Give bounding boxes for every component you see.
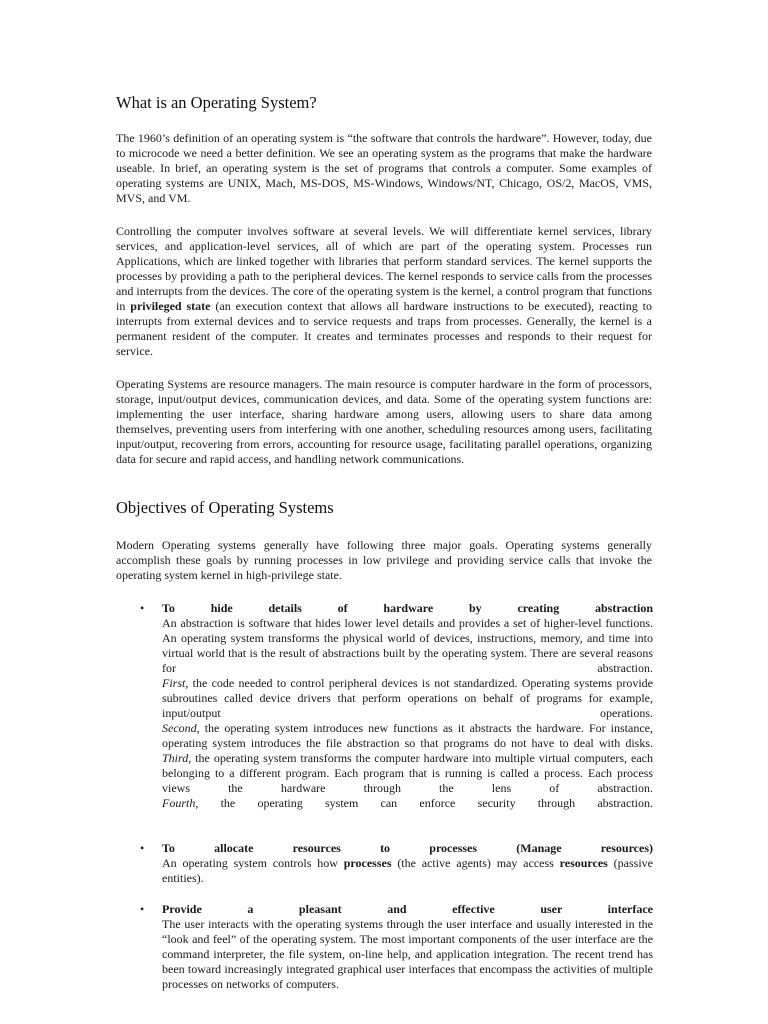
bullet-allocate-resources	[140, 841, 653, 886]
bullet-dot: •	[140, 601, 145, 615]
third-label: Third	[162, 751, 189, 765]
second-text: , the operating system introduces new functions as it abstracts the hardware. For instance, operating system introduces the file abstraction so that programs do not have to deal with disks.	[162, 721, 653, 750]
bullet-heading-abstraction: To hide details of hardware by creating abstraction	[162, 601, 653, 615]
privileged-state-term: privileged state	[130, 299, 211, 313]
fourth-label: Fourth	[162, 796, 196, 810]
bullet-user-interface	[140, 902, 653, 992]
bullet-text-ui: The user interacts with the operating systems through the user interface and usually interested in the “look and feel” of the operating system. The most important components of the user interface are the command interpreter, the file system, on-line help, and application integration. The recent trend has been toward increasingly integrated graphical user interfaces that encompass the activities of multiple processes on networks of computers.	[162, 917, 653, 991]
first-label: First	[162, 676, 186, 690]
third-text: , the operating system transforms the computer hardware into multiple virtual computers, each belonging to a different program. Each program that is running is called a process. Each process views the hardware through the lens of abstraction.	[162, 751, 653, 795]
paragraph-kernel	[116, 224, 652, 359]
bullet-hide-hardware	[140, 601, 653, 811]
bullet-text-first	[162, 676, 653, 721]
second-label: Second	[162, 721, 197, 735]
processes-term: processes	[343, 856, 392, 870]
resources-text-1: An operating system controls how	[162, 856, 344, 870]
section-title-what-is-os: What is an Operating System?	[116, 93, 317, 112]
bullet-text-resources	[162, 856, 653, 886]
bullet-text-third	[162, 751, 653, 796]
first-text: , the code needed to control peripheral devices is not standardized. Operating systems provide subroutines called device drivers that perform operations on behalf of programs for example, input/output operations.	[162, 676, 653, 720]
resources-text-3: (passive entities).	[162, 856, 653, 885]
bullet-text-second	[162, 721, 653, 751]
bullet-dot: •	[140, 841, 145, 855]
resources-text-2: (the active agents) may access	[391, 856, 560, 870]
bullet-text-fourth	[162, 796, 653, 811]
paragraph-resource-managers: Operating Systems are resource managers. The main resource is computer hardware in the form of processors, storage, input/output devices, communication devices, and data. Some of the operating system functions are: implementing the user interface, sharing hardware among users, allowing users to share data among themselves, preventing users from interfering with one another, scheduling resources among users, facilitating input/output, recovering from errors, accounting for resource usage, facilitating parallel operations, organizing data for secure and rapid access, and handling network communications.	[116, 377, 652, 466]
paragraph-kernel-part-a: Controlling the computer involves software at several levels. We will differentiate kernel services, library services, and application-level services, all of which are part of the operating system. Processes run Applications, which are linked together with libraries that perform standard services. The kernel supports the processes by providing a path to the peripheral devices. The kernel responds to service calls from the processes and interrupts from the devices. The core of the operating system is the kernel, a control program that functions in	[116, 224, 652, 313]
bullet-text-abstraction: An abstraction is software that hides lower level details and provides a set of higher-level functions. An operating system transforms the physical world of devices, instructions, memory, and time into virtual world that is the result of abstractions built by the operating system. There are several reasons for abstraction.	[162, 616, 653, 675]
bullet-heading-ui: Provide a pleasant and effective user interface	[162, 902, 653, 916]
fourth-text: , the operating system can enforce security through abstraction.	[195, 796, 653, 810]
paragraph-objectives-intro: Modern Operating systems generally have following three major goals. Operating systems generally accomplish these goals by running processes in low privilege and providing service calls that invoke the operating system kernel in high-privilege state.	[116, 538, 652, 582]
paragraph-definition: The 1960’s definition of an operating system is “the software that controls the hardware”. However, today, due to microcode we need a better definition. We see an operating system as the programs that make the hardware useable. In brief, an operating system is the set of programs that controls a computer. Some examples of operating systems are UNIX, Mach, MS-DOS, MS-Windows, Windows/NT, Chicago, OS/2, MacOS, VMS, MVS, and VM.	[116, 131, 652, 205]
bullet-heading-resources: To allocate resources to processes (Manage resources)	[162, 841, 653, 855]
resources-term: resources	[559, 856, 608, 870]
section-title-objectives: Objectives of Operating Systems	[116, 498, 334, 517]
bullet-dot: •	[140, 902, 145, 916]
paragraph-kernel-part-b: (an execution context that allows all hardware instructions to be executed), reacting to interrupts from external devices and to service requests and traps from processes. Generally, the kernel is a permanent resident of the computer. It creates and terminates processes and responds to their request for service.	[116, 299, 653, 358]
